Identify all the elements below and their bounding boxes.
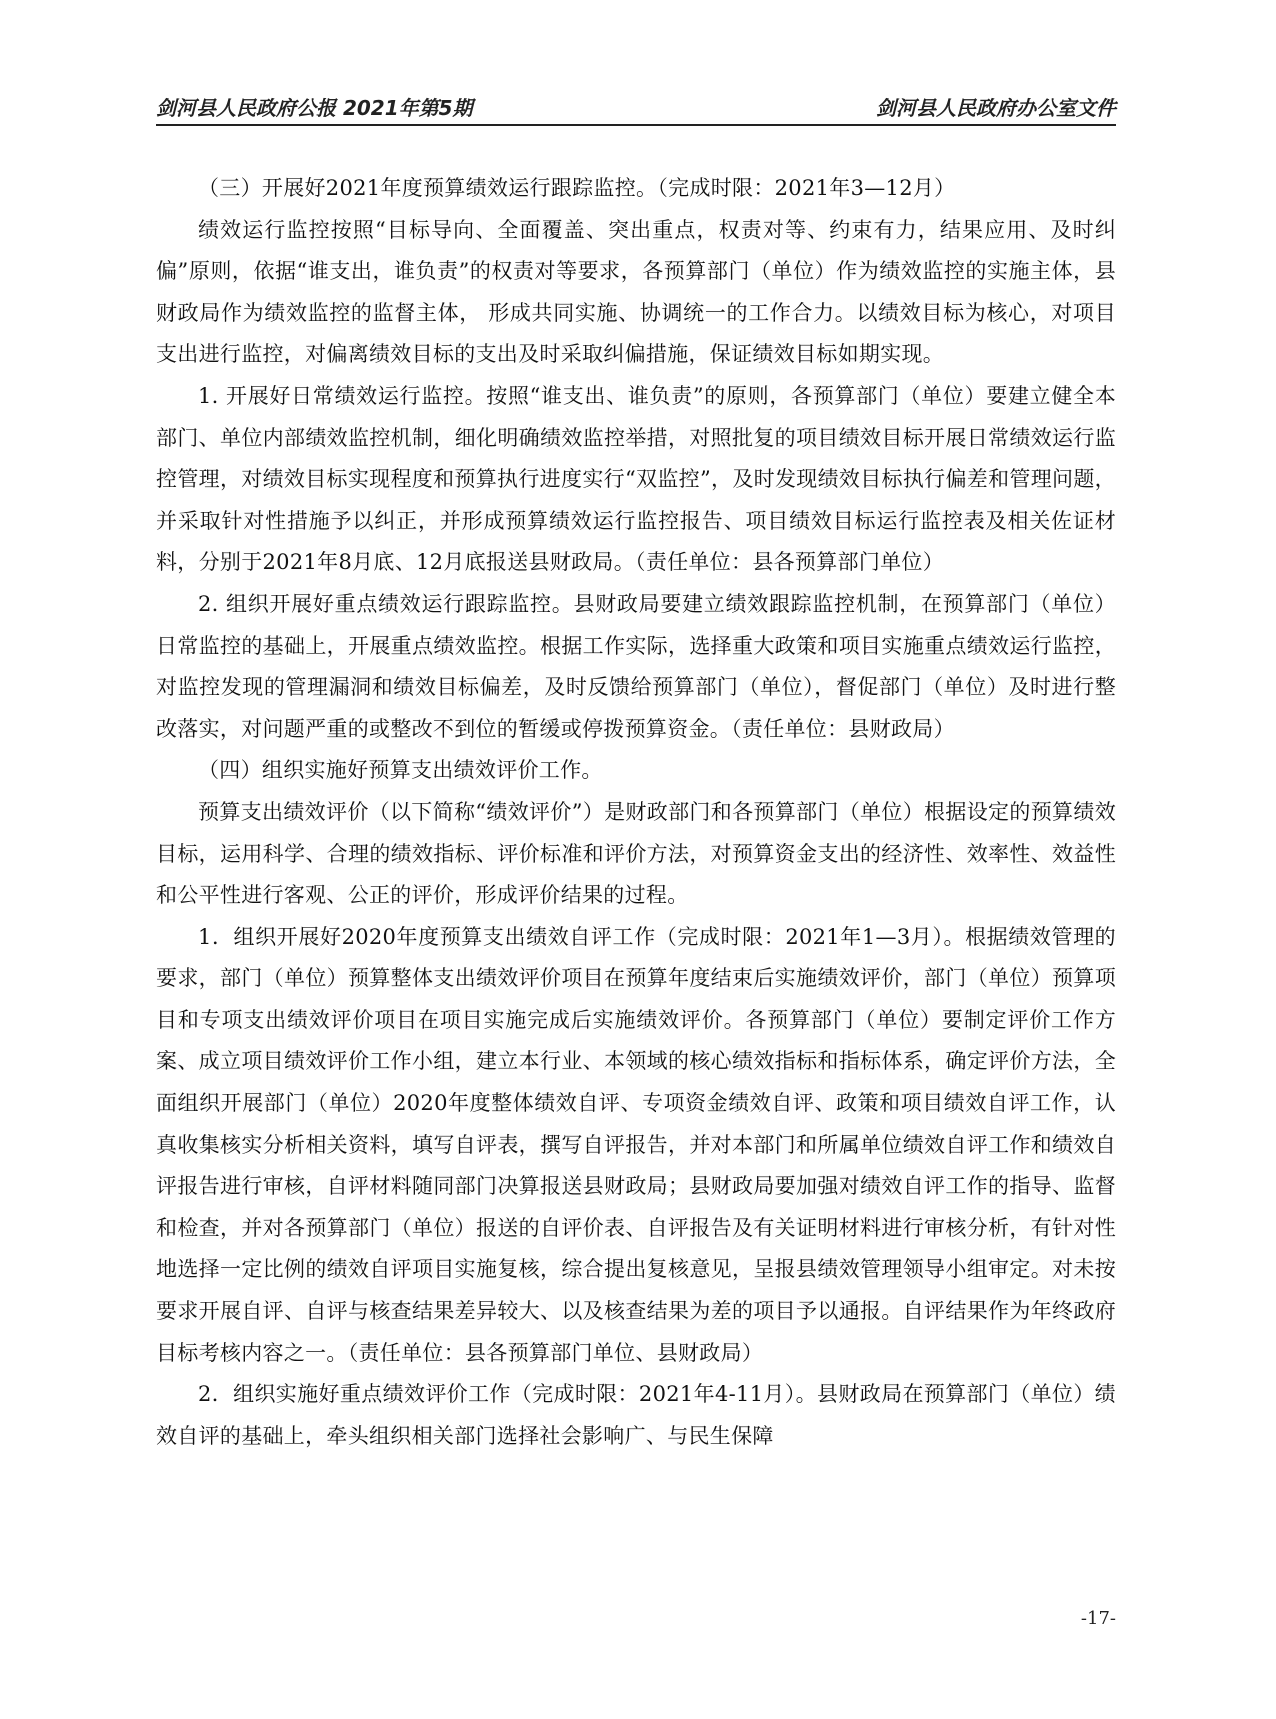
header-office-title: 剑河县人民政府办公室文件 (876, 96, 1116, 120)
page-header (156, 88, 1116, 126)
paragraph: 预算支出绩效评价（以下简称“绩效评价”）是财政部门和各预算部门（单位）根据设定的预算绩效目标，运用科学、合理的绩效指标、评价标准和评价方法，对预算资金支出的经济性、效率性、效益性和公平性进行客观、公正的评价，形成评价结果的过程。 (156, 799, 1116, 908)
paragraph: 1．组织开展好2020年度预算支出绩效自评工作（完成时限：2021年1—3月）。根据绩效管理的要求，部门（单位）预算整体支出绩效评价项目在预算年度结束后实施绩效评价，部门（单位）预算项目和专项支出绩效评价项目在项目实施完成后实施绩效评价。各预算部门（单位）要制定评价工作方案、成立项目绩效评价工作小组，建立本行业、本领域的核心绩效指标和指标体系，确定评价方法，全面组织开展部门（单位）2020年度整体绩效自评、专项资金绩效自评、政策和项目绩效自评工作，认真收集核实分析相关资料，填写自评表，撰写自评报告，并对本部门和所属单位绩效自评工作和绩效自评报告进行审核，自评材料随同部门决算报送县财政局；县财政局要加强对绩效自评工作的指导、监督和检查，并对各预算部门（单位）报送的自评价表、自评报告及有关证明材料进行审核分析，有针对性地选择一定比例的绩效自评项目实施复核，综合提出复核意见，呈报县绩效管理领导小组审定。对未按要求开展自评、自评与核查结果差异较大、以及核查结果为差的项目予以通报。自评结果作为年终政府目标考核内容之一。（责任单位：县各预算部门单位、县财政局） (156, 924, 1116, 1365)
paragraph: 2. 组织开展好重点绩效运行跟踪监控。县财政局要建立绩效跟踪监控机制，在预算部门（单位）日常监控的基础上，开展重点绩效监控。根据工作实际，选择重大政策和项目实施重点绩效运行监控，对监控发现的管理漏洞和绩效目标偏差，及时反馈给预算部门（单位），督促部门（单位）及时进行整改落实，对问题严重的或整改不到位的暂缓或停拨预算资金。（责任单位：县财政局） (156, 591, 1116, 741)
paragraph: 绩效运行监控按照“目标导向、全面覆盖、突出重点，权责对等、约束有力，结果应用、及时纠偏”原则，依据“谁支出，谁负责”的权责对等要求，各预算部门（单位）作为绩效监控的实施主体，县财政局作为绩效监控的监督主体， 形成共同实施、协调统一的工作合力。以绩效目标为核心，对项目支出进行监控，对偏离绩效目标的支出及时采取纠偏措施，保证绩效目标如期实现。 (156, 217, 1116, 367)
section-heading-3: （三）开展好2021年度预算绩效运行跟踪监控。（完成时限：2021年3—12月） (198, 176, 956, 200)
paragraph: 1. 开展好日常绩效运行监控。按照“谁支出、谁负责”的原则，各预算部门（单位）要建立健全本部门、单位内部绩效监控机制，细化明确绩效监控举措，对照批复的项目绩效目标开展日常绩效运行监控管理，对绩效目标实现程度和预算执行进度实行“双监控”，及时发现绩效目标执行偏差和管理问题，并采取针对性措施予以纠正，并形成预算绩效运行监控报告、项目绩效目标运行监控表及相关佐证材料，分别于2021年8月底、12月底报送县财政局。（责任单位：县各预算部门单位） (156, 383, 1116, 575)
section-heading-4: （四）组织实施好预算支出绩效评价工作。 (198, 758, 603, 783)
header-publication-title: 剑河县人民政府公报 2021年第5期 (156, 96, 473, 120)
paragraph: 2．组织实施好重点绩效评价工作（完成时限：2021年4-11月）。县财政局在预算部门（单位）绩效自评的基础上，牵头组织相关部门选择社会影响广、与民生保障 (156, 1382, 1116, 1448)
document-body (156, 168, 1116, 1457)
page-number: -17- (1080, 1608, 1116, 1629)
